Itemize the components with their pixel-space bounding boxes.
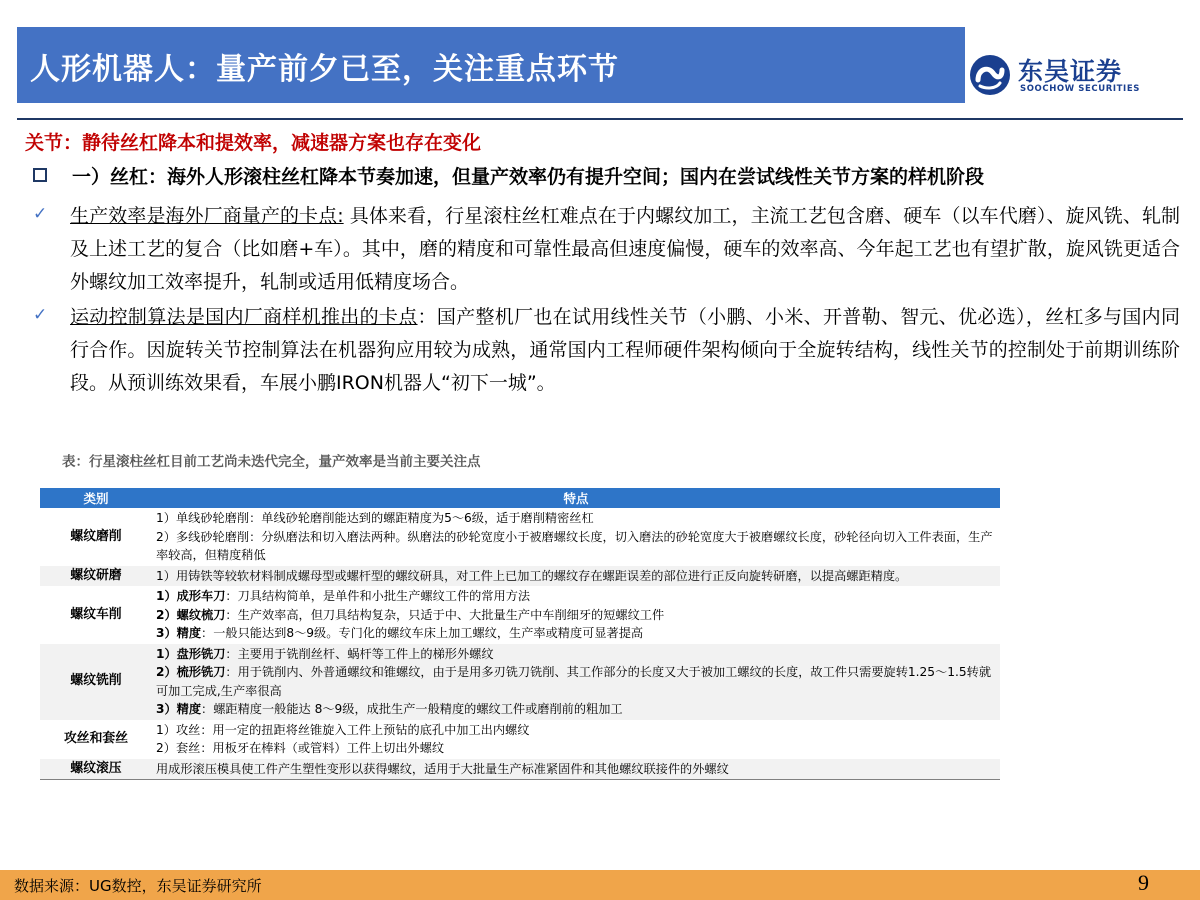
feature-text: ：用于铣削内、外普通螺纹和锥螺纹，由于是用多刃铣刀铣削、其工作部分的长度又大于被加工螺纹的长度，故工件只需要旋转1.25～1.5转就可加工完成,生产率很高 (156, 665, 992, 698)
company-logo (966, 40, 1176, 100)
page-title: 人形机器人：量产前夕已至，关注重点环节 (30, 52, 619, 87)
square-bullet-icon (33, 168, 47, 182)
feature-text: ：刀具结构简单，是单件和小批生产螺纹工件的常用方法 (225, 589, 531, 603)
feature-text: 1）攻丝：用一定的扭距将丝锥旋入工件上预钻的底孔中加工出内螺纹 (156, 722, 530, 737)
feature-text: ：螺距精度一般能达 8～9级，成批生产一般精度的螺纹工件或磨削前的粗加工 (201, 702, 623, 716)
column-header-features: 特点 (152, 488, 1000, 508)
table-row (40, 720, 1000, 759)
category-cell: 螺纹滚压 (40, 759, 152, 780)
paragraph-lead: 生产效率是海外厂商量产的卡点: (70, 205, 344, 227)
feature-term: 1）盘形铣刀 (156, 646, 226, 661)
checkmark-icon: ✓ (33, 204, 48, 224)
table-row (40, 586, 1000, 644)
table-row (40, 644, 1000, 720)
category-cell: 螺纹磨削 (40, 508, 152, 566)
feature-text: ：主要用于铣削丝杆、蜗杆等工件上的梯形外螺纹 (225, 646, 494, 661)
logo-name-en: SOOCHOW SECURITIES (1020, 84, 1140, 94)
feature-term: 2）螺纹梳刀 (156, 607, 226, 622)
feature-term: 2）梳形铣刀 (156, 665, 226, 679)
section-subheading: 关节：静待丝杠降本和提效率，减速器方案也存在变化 (25, 132, 482, 154)
paragraph-body: ：国产整机厂也在试用线性关节（小鹏、小米、开普勒、智元、优必选），丝杠多与国内同行合作。因旋转关节控制算法在机器狗应用较为成熟，通常国内工程师硬件架构倾向于全旋转结构，线性关节的控制处于前期训练阶段。从预训练效果看，车展小鹏IRON机器人“初下一城”。 (70, 306, 1180, 394)
category-cell: 螺纹研磨 (40, 566, 152, 587)
feature-line (156, 663, 996, 700)
feature-line (156, 624, 996, 643)
table-row (40, 508, 1000, 566)
page-number: 9 (1138, 870, 1149, 895)
features-cell (152, 644, 1000, 720)
feature-line (156, 721, 996, 740)
feature-text: 2）多线砂轮磨削：分纵磨法和切入磨法两种。纵磨法的砂轮宽度小于被磨螺纹长度，切入磨法的砂轮宽度大于被磨螺纹长度，砂轮径向切入工件表面，生产率较高，但精度稍低 (156, 529, 993, 562)
feature-line (156, 645, 996, 664)
paragraph-motion-control (70, 301, 1180, 400)
table-caption: 表：行星滚柱丝杠目前工艺尚未迭代完全，量产效率是当前主要关注点 (62, 454, 481, 470)
feature-text: ：生产效率高，但刀具结构复杂，只适于中、大批量生产中车削细牙的短螺纹工件 (225, 607, 665, 622)
features-cell (152, 720, 1000, 759)
point-heading: 一）丝杠：海外人形滚柱丝杠降本节奏加速，但量产效率仍有提升空间；国内在尝试线性关节方案的样机阶段 (72, 166, 985, 188)
feature-term: 3）精度 (156, 626, 202, 640)
category-cell: 攻丝和套丝 (40, 720, 152, 759)
feature-term: 1）成形车刀 (156, 589, 226, 603)
feature-text: 1）用铸铁等较软材料制成螺母型或螺杆型的螺纹研具，对工件上已加工的螺纹存在螺距误差的部位进行正反向旋转研磨，以提高螺距精度。 (156, 568, 908, 583)
header-divider (17, 118, 1183, 120)
features-cell (152, 508, 1000, 566)
category-cell: 螺纹铣削 (40, 644, 152, 720)
feature-line (156, 509, 996, 528)
feature-line (156, 567, 996, 586)
process-table (40, 488, 1000, 780)
feature-line (156, 739, 996, 758)
logo-name-cn: 东吴证券 (1018, 57, 1123, 86)
feature-text: 1）单线砂轮磨削：单线砂轮磨削能达到的螺距精度为5～6级，适于磨削精密丝杠 (156, 511, 594, 525)
feature-text: ：一般只能达到8～9级。专门化的螺纹车床上加工螺纹，生产率或精度可显著提高 (201, 626, 644, 640)
category-cell: 螺纹车削 (40, 586, 152, 644)
checkmark-icon: ✓ (33, 305, 48, 325)
features-cell (152, 759, 1000, 780)
paragraph-lead: 运动控制算法是国内厂商样机推出的卡点 (70, 306, 418, 328)
feature-line (156, 606, 996, 625)
feature-line (156, 528, 996, 565)
table-row (40, 759, 1000, 780)
feature-line (156, 760, 996, 779)
features-cell (152, 586, 1000, 644)
table-row (40, 566, 1000, 587)
features-cell (152, 566, 1000, 587)
column-header-category: 类别 (40, 488, 152, 508)
feature-text: 用成形滚压模具使工件产生塑性变形以获得螺纹，适用于大批量生产标准紧固件和其他螺纹联接件的外螺纹 (156, 761, 729, 776)
feature-line (156, 587, 996, 606)
soochow-logo-icon (968, 53, 1012, 97)
feature-text: 2）套丝：用板牙在棒料（或管料）工件上切出外螺纹 (156, 741, 445, 755)
feature-line (156, 700, 996, 719)
paragraph-production-efficiency (70, 200, 1180, 299)
data-source: 数据来源：UG数控，东吴证券研究所 (14, 877, 262, 895)
paragraph-body: 具体来看，行星滚柱丝杠难点在于内螺纹加工，主流工艺包含磨、硬车（以车代磨）、旋风铣、轧制及上述工艺的复合（比如磨+车）。其中，磨的精度和可靠性最高但速度偏慢，硬车的效率高、今年起工艺也有望扩散，旋风铣更适合外螺纹加工效率提升，轧制或适用低精度场合。 (70, 205, 1180, 293)
feature-term: 3）精度 (156, 702, 202, 716)
